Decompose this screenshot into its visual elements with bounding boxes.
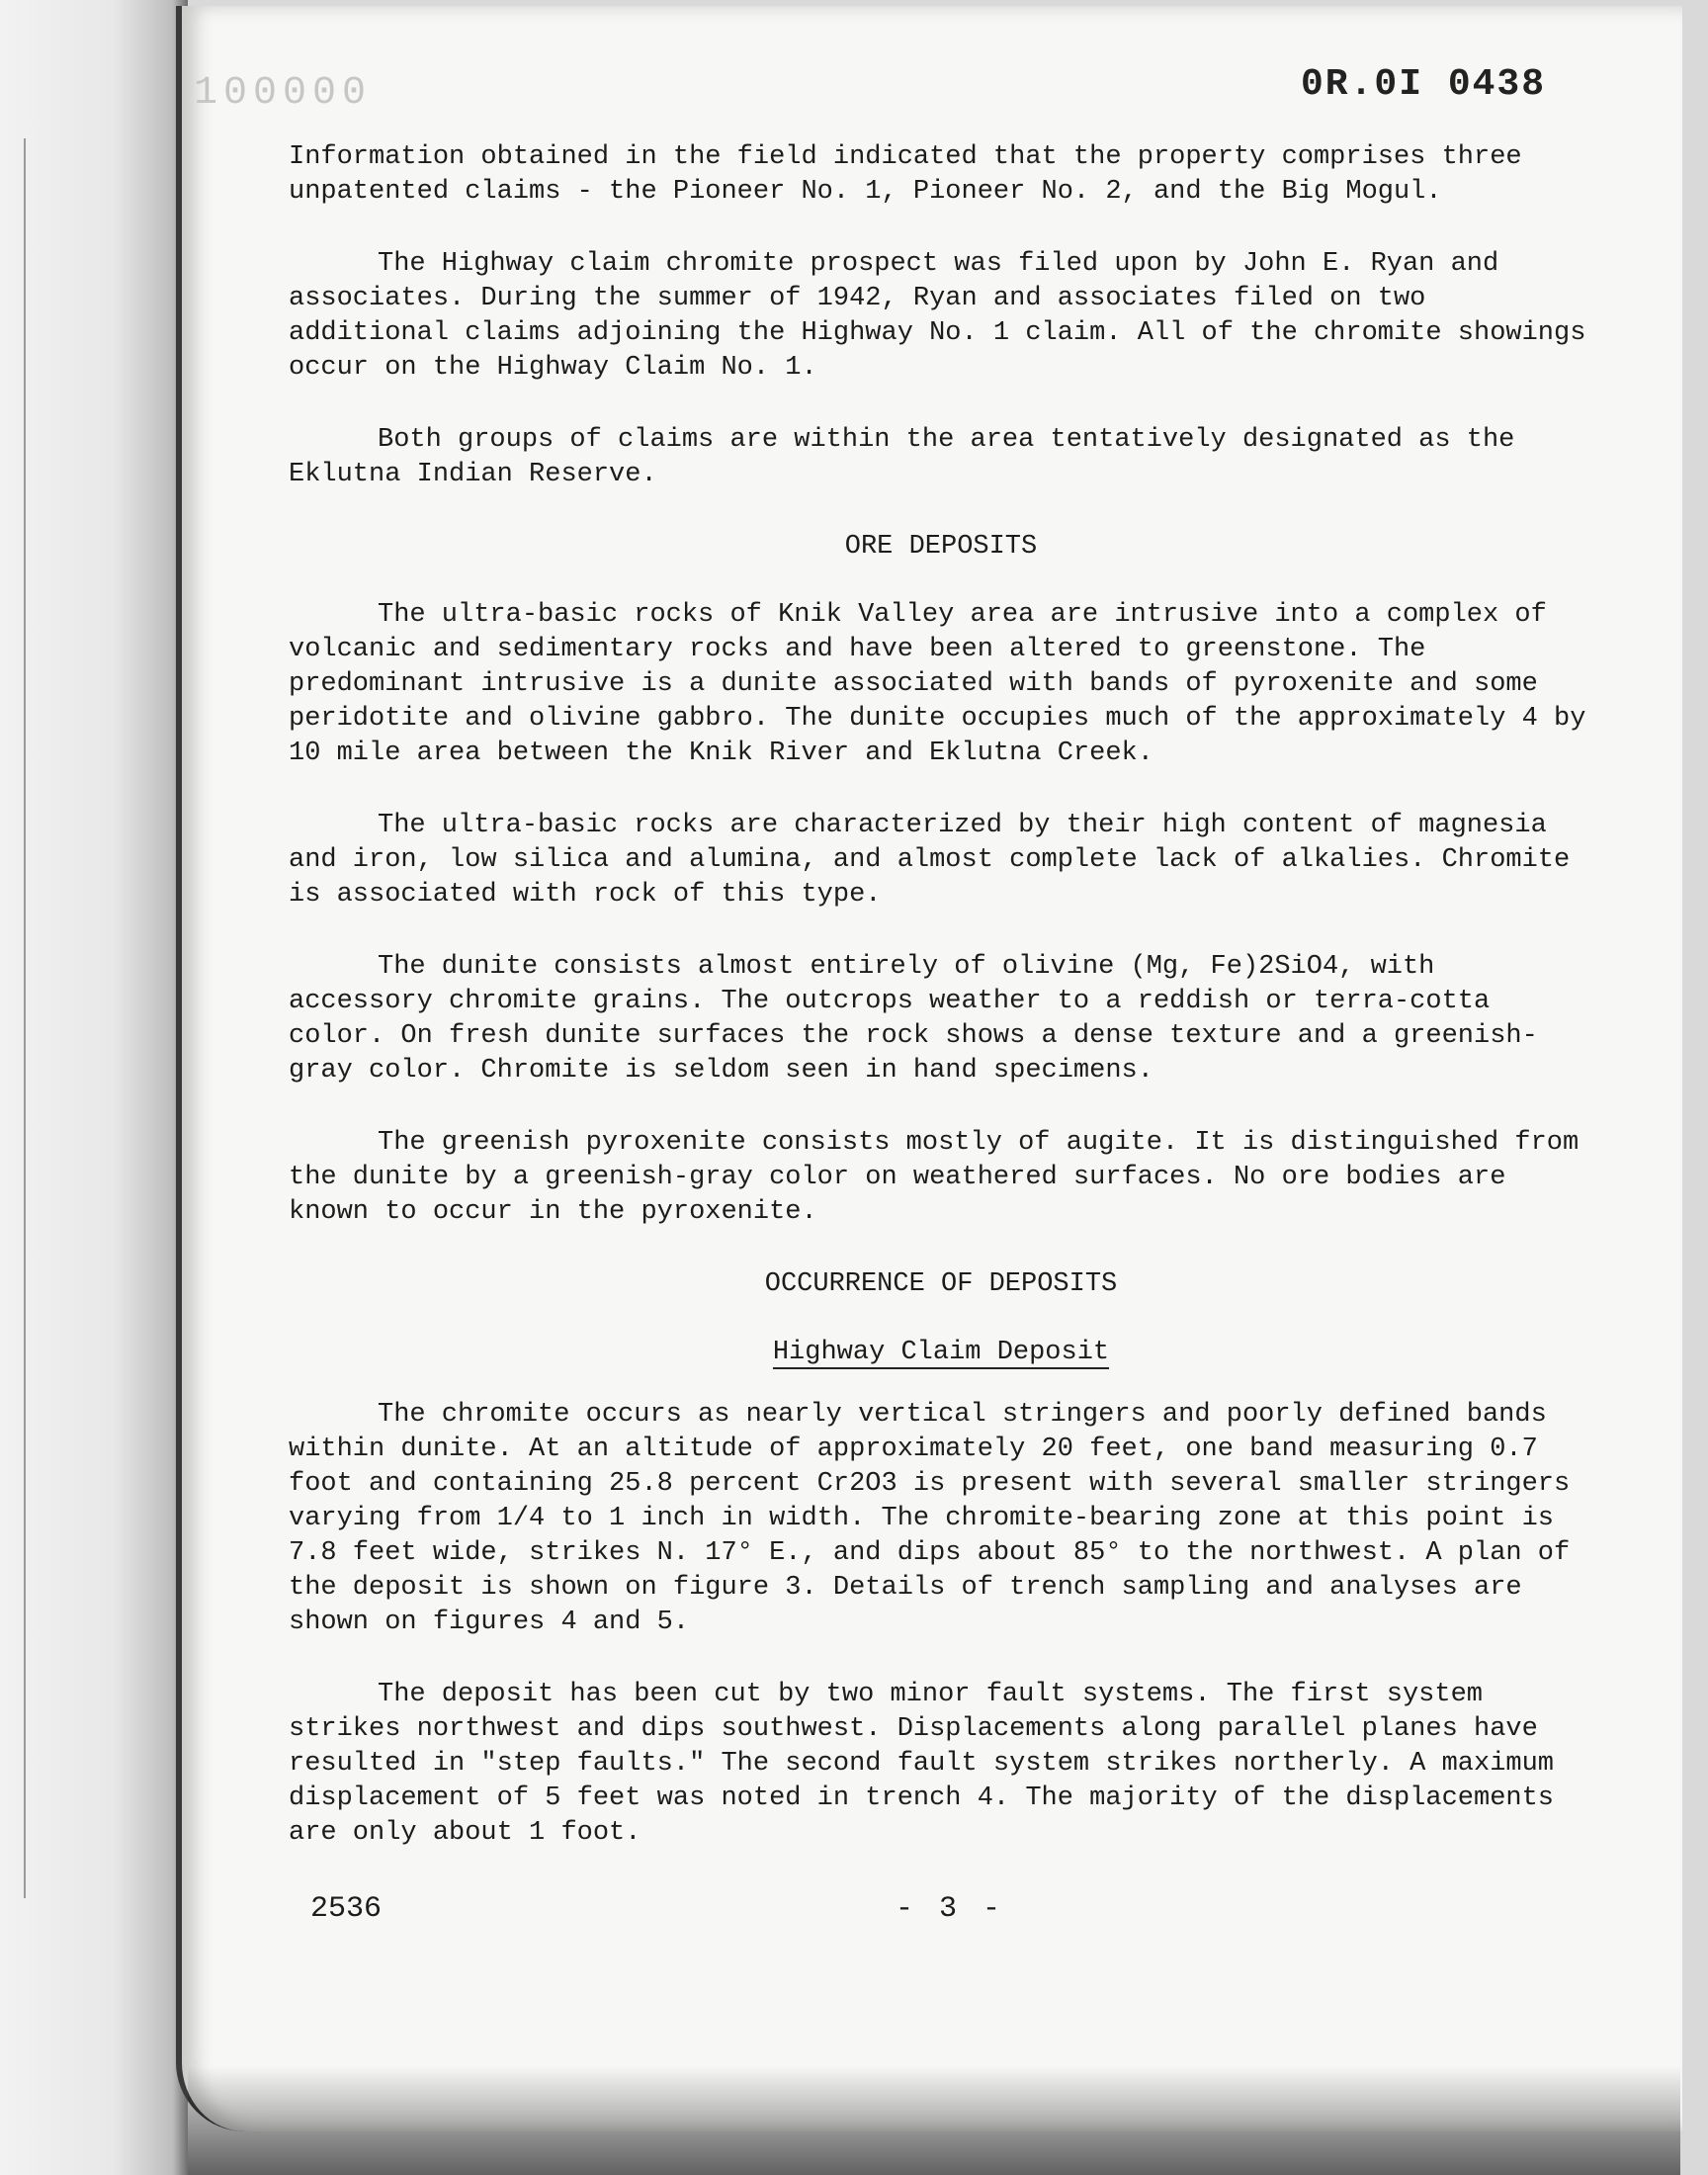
paragraph-pyroxenite: The greenish pyroxenite consists mostly of augite. It is distinguished from the dunite by a greenish-gray color on weathered surfaces. No ore bodies are known to occur in the pyroxenite. [289, 1128, 1580, 1227]
page-body [289, 140, 1593, 1888]
paragraph-claims-info: Information obtained in the field indicated that the property comprises three unpatented claims - the Pioneer No. 1, Pioneer No. 2, and the Big Mogul. [289, 142, 1522, 207]
subsection-heading-highway-claim [289, 1336, 1593, 1370]
scan-bottom-shadow [188, 2066, 1680, 2175]
paragraph-highway-claim: The Highway claim chromite prospect was filed upon by John E. Ryan and associates. During the summer of 1942, Ryan and associates filed on two additional claims adjoining the Highway No. 1 claim. All of the chromite showings occur on the Highway Claim No. 1. [289, 249, 1586, 383]
binding-edge-line [24, 138, 26, 1898]
paragraph-reserve: Both groups of claims are within the area tentatively designated as the Eklutna Indian Reserve. [289, 425, 1515, 489]
page-number: - 3 - [896, 1892, 1005, 1926]
faint-stamp: 100000 [194, 71, 373, 116]
paragraph-chromite-occurrence: The chromite occurs as nearly vertical stringers and poorly defined bands within dunite. At an altitude of approximately 20 feet, one band measuring 0.7 foot and containing 25.8 percent Cr2O3 is present with several smaller stringers varying from 1/4 to 1 inch in width. The chromite-bearing zone at this point is 7.8 feet wide, strikes N. 17° E., and dips about 85° to the northwest. A plan of the deposit is shown on figure 3. Details of trench sampling and analyses are shown on figures 4 and 5. [289, 1400, 1571, 1637]
document-number-stamp: 0R.0I 0438 [1301, 63, 1547, 106]
section-heading-occurrence: OCCURRENCE OF DEPOSITS [764, 1269, 1118, 1299]
report-number: 2536 [310, 1892, 383, 1926]
book-binding-margin [0, 0, 188, 2175]
paragraph-dunite: The dunite consists almost entirely of olivine (Mg, Fe)2SiO4, with accessory chromite grains. The outcrops weather to a reddish or terra-cotta color. On fresh dunite surfaces the rock shows a dense texture and a greenish-gray color. Chromite is seldom seen in hand specimens. [289, 952, 1538, 1086]
section-heading-ore-deposits: ORE DEPOSITS [844, 532, 1038, 562]
paragraph-rock-characteristics: The ultra-basic rocks are characterized by their high content of magnesia and iron, low silica and alumina, and almost complete lack of alkalies. Chromite is associated with rock of this type. [289, 811, 1571, 910]
subsection-heading-text: Highway Claim Deposit [772, 1338, 1110, 1367]
paragraph-ultra-basic-rocks: The ultra-basic rocks of Knik Valley area are intrusive into a complex of volcanic and sedimentary rocks and have been altered to greenstone. The predominant intrusive is a dunite associated with bands of pyroxenite and some peridotite and olivine gabbro. The dunite occupies much of the approximately 4 by 10 mile area between the Knik River and Eklutna Creek. [289, 600, 1586, 768]
paragraph-fault-systems: The deposit has been cut by two minor fault systems. The first system strikes northwest and dips southwest. Displacements along parallel planes have resulted in "step faults." The second fault system strikes northerly. A maximum displacement of 5 feet was noted in trench 4. The majority of the displacements are only about 1 foot. [289, 1680, 1555, 1848]
